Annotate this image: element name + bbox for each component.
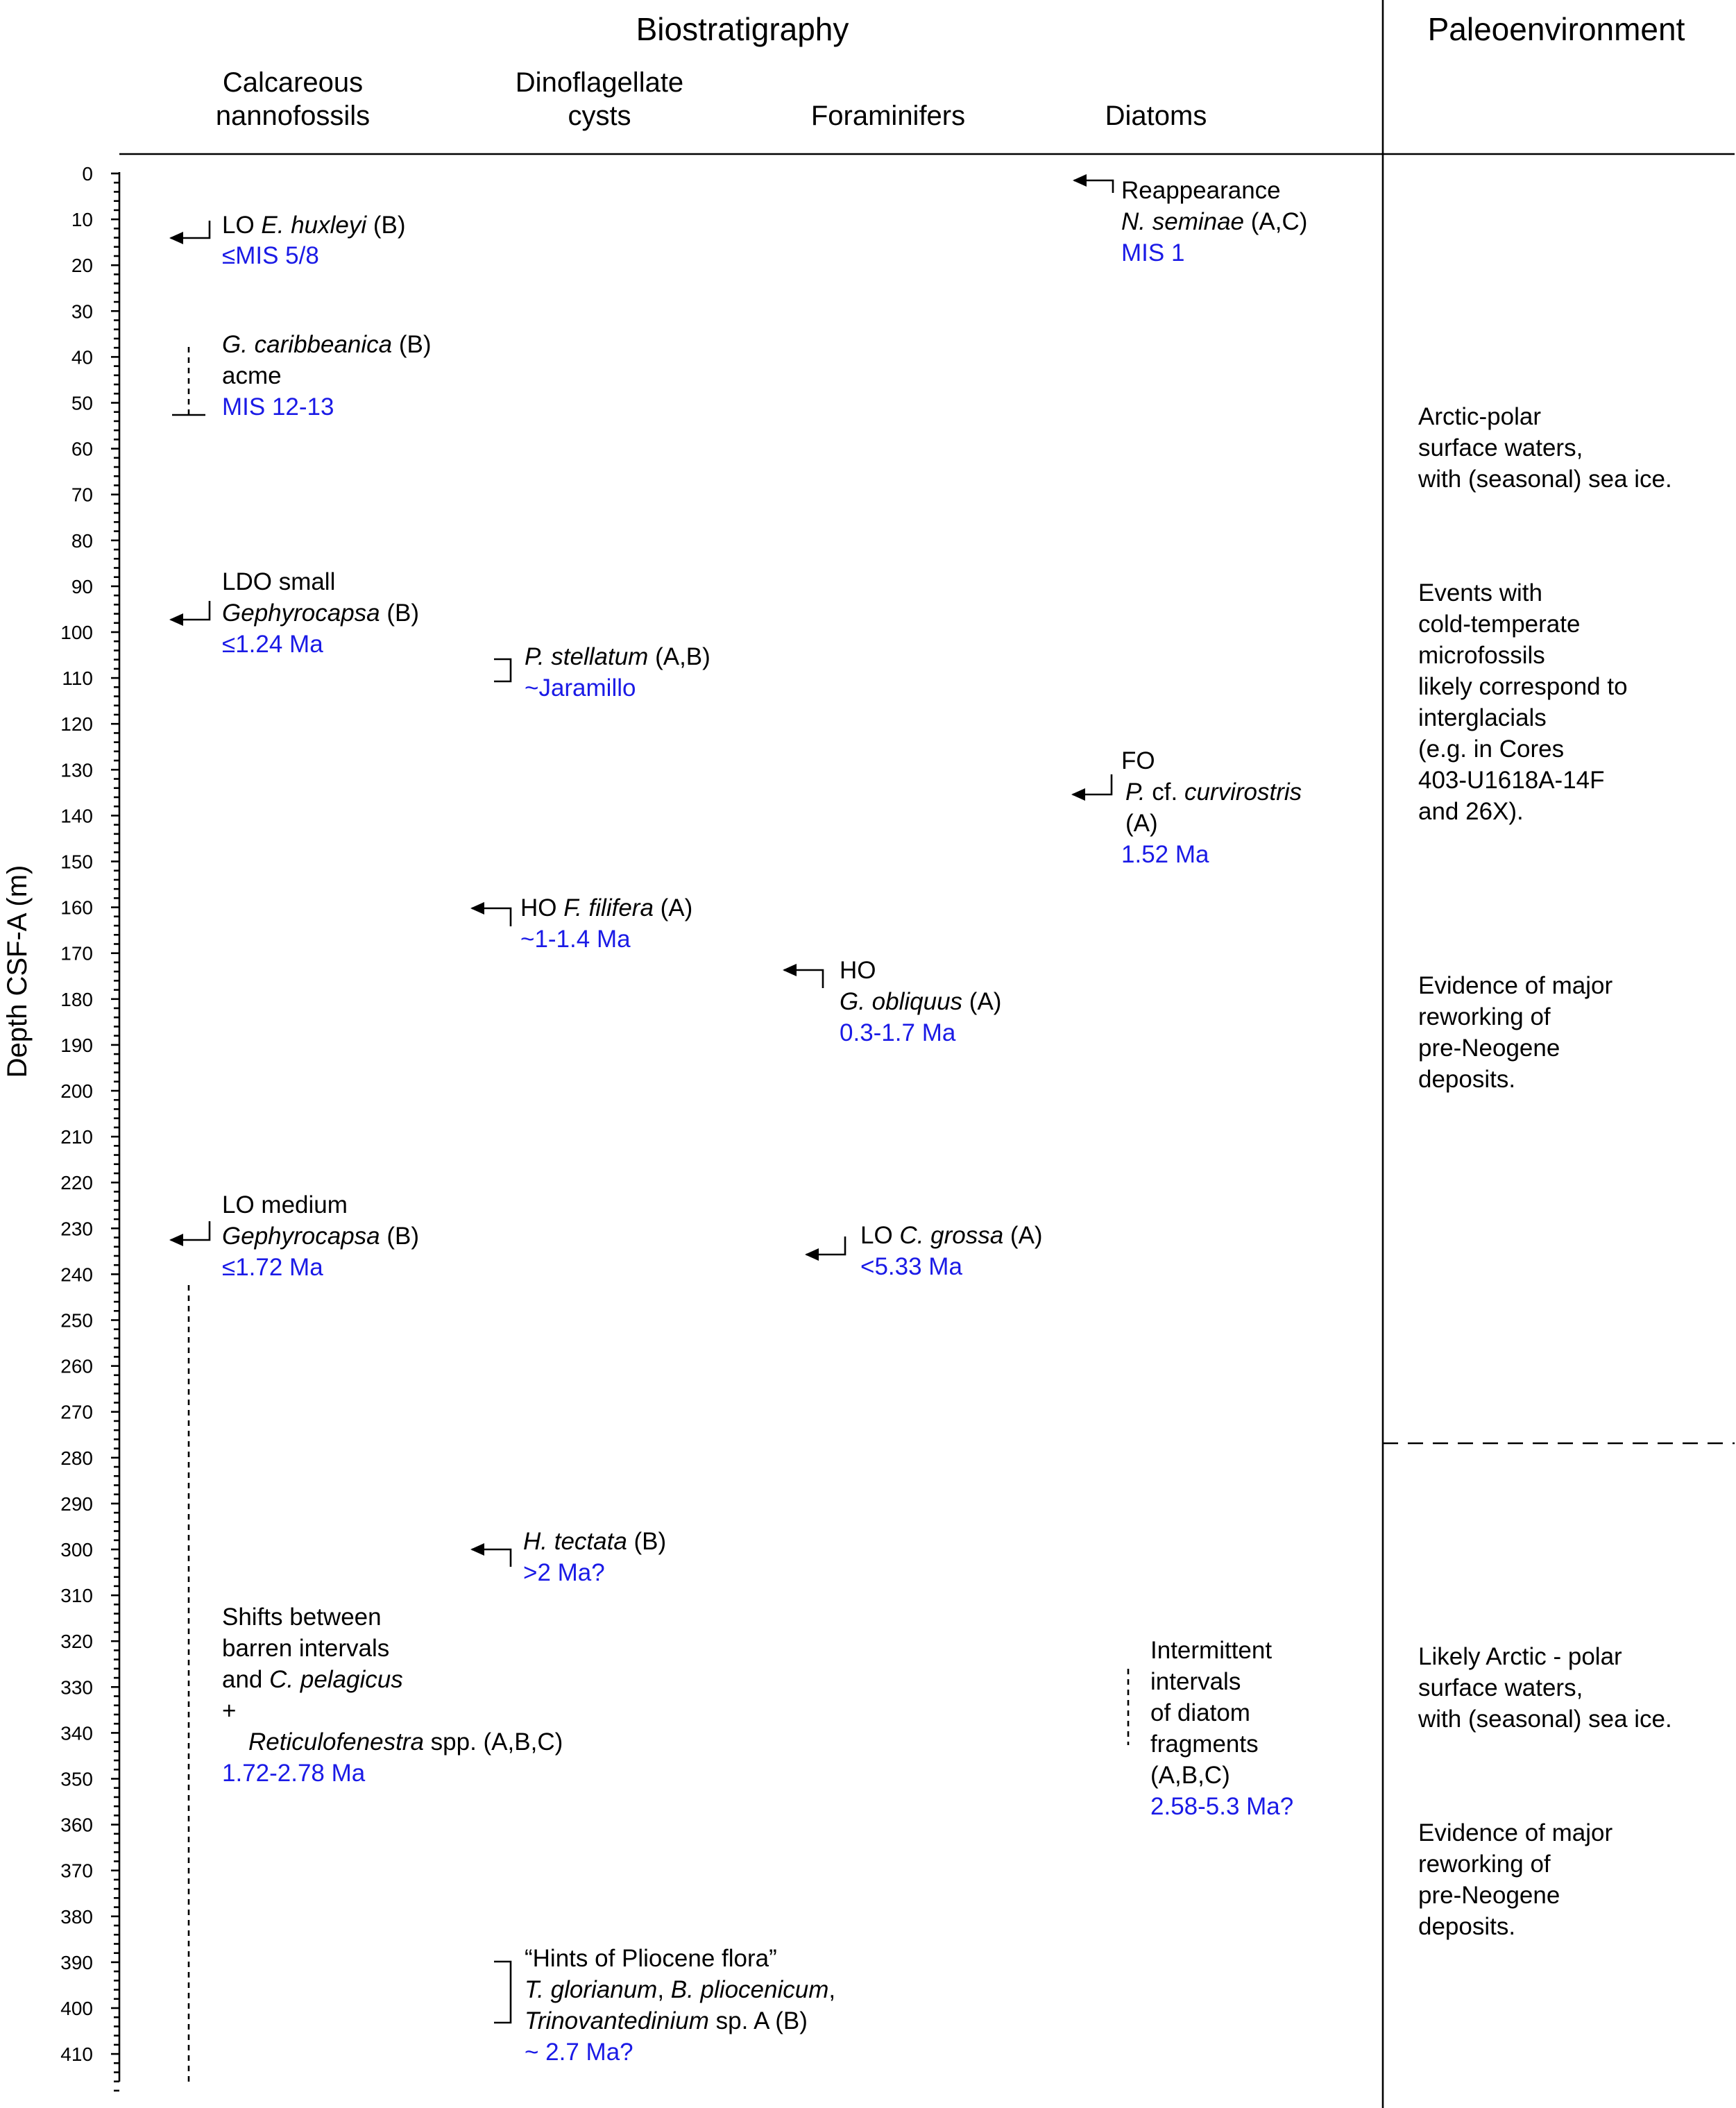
paleo-note-lower2: Evidence of major reworking of pre-Neogene deposits. [1418, 1819, 1613, 1940]
depth-tick-label: 120 [60, 713, 93, 736]
shifts-line1: Shifts between [222, 1604, 382, 1631]
gobl-age: 0.3-1.7 Ma [840, 1019, 956, 1046]
lomed-age: ≤1.72 Ma [222, 1254, 323, 1281]
depth-tick-label: 230 [60, 1218, 93, 1240]
depth-tick-label: 340 [60, 1722, 93, 1744]
cgross-arrowhead [805, 1248, 819, 1261]
nsem-age: MIS 1 [1121, 239, 1185, 266]
depth-tick-label: 250 [60, 1309, 93, 1332]
depth-tick-label: 400 [60, 1998, 93, 2019]
ehux-label: LO E. huxleyi (B) [222, 212, 406, 239]
depth-tick-label: 270 [60, 1401, 93, 1423]
depth-tick-label: 360 [60, 1814, 93, 1836]
depth-tick-label: 350 [60, 1768, 93, 1790]
htect-arrowhead [470, 1543, 484, 1556]
shifts-line2: barren intervals [222, 1635, 390, 1662]
gcarib-label: G. caribbeanica (B) [222, 331, 432, 358]
gobl-line1: HO [840, 957, 876, 984]
plio-line1: “Hints of Pliocene flora” [525, 1945, 777, 1972]
ldo-age: ≤1.24 Ma [222, 631, 323, 658]
depth-tick-label: 20 [71, 255, 93, 277]
depth-tick-label: 320 [60, 1631, 93, 1653]
depth-tick-label: 140 [60, 805, 93, 827]
ldo-line2: Gephyrocapsa (B) [222, 600, 420, 627]
depth-tick-label: 260 [60, 1355, 93, 1377]
pcurv-line1: FO [1121, 747, 1155, 774]
nannofossils-header-line1: Calcareous [222, 67, 364, 98]
cgross-age: <5.33 Ma [860, 1253, 962, 1280]
lomed-arrowhead [169, 1234, 183, 1246]
depth-tick-label: 80 [71, 529, 93, 552]
pcurv-age: 1.52 Ma [1121, 841, 1209, 868]
shifts-line3: and C. pelagicus [222, 1666, 403, 1693]
depth-tick-label: 370 [60, 1860, 93, 1882]
biostratigraphy-header: Biostratigraphy [636, 11, 849, 47]
ffil-label: HO F. filifera (A) [520, 894, 693, 921]
depth-tick-label: 100 [60, 622, 93, 643]
shifts-line5: Reticulofenestra spp. (A,B,C) [248, 1728, 563, 1756]
htect-age: >2 Ma? [523, 1559, 605, 1586]
depth-tick-label: 390 [60, 1951, 93, 1973]
pcurv-line2: P. cf. curvirostris [1125, 779, 1302, 806]
foraminifers-header: Foraminifers [810, 101, 966, 131]
ffil-age: ~1-1.4 Ma [520, 926, 631, 953]
paleo-note-lower1: Likely Arctic - polar surface waters, with (seasonal) sea ice. [1418, 1643, 1672, 1733]
depth-tick-label: 380 [60, 1905, 93, 1928]
paleo-note-upper1: Arctic-polar surface waters, with (seasonal) sea ice. [1418, 403, 1672, 493]
cgross-label: LO C. grossa (A) [860, 1222, 1043, 1249]
nsem-line2: N. seminae (A,C) [1121, 208, 1308, 235]
depth-tick-label: 0 [82, 163, 93, 185]
ehux-age: ≤MIS 5/8 [222, 242, 319, 269]
nsem-arrowhead [1073, 174, 1087, 187]
depth-tick-label: 160 [60, 896, 93, 919]
ehux-arrowhead [169, 232, 183, 244]
depth-tick-label: 190 [60, 1034, 93, 1056]
depth-tick-label: 110 [62, 668, 93, 690]
htect-label: H. tectata (B) [523, 1528, 667, 1555]
diafrag-line3: of diatom [1150, 1699, 1250, 1726]
pstell-label: P. stellatum (A,B) [525, 643, 710, 670]
depth-tick-label: 210 [60, 1126, 93, 1148]
plio-line3: Trinovantedinium sp. A (B) [525, 2007, 808, 2034]
pstell-age: ~Jaramillo [525, 674, 636, 702]
ldo-line1: LDO small [222, 568, 336, 595]
depth-tick-label: 130 [60, 759, 93, 781]
depth-tick-label: 90 [71, 575, 93, 597]
ldo-arrowhead [169, 613, 183, 626]
diafrag-line4: fragments [1150, 1731, 1259, 1758]
diafrag-line2: intervals [1150, 1668, 1241, 1695]
lomed-line1: LO medium [222, 1191, 348, 1218]
gobl-line2: G. obliquus (A) [840, 988, 1002, 1015]
depth-axis-ticks [60, 163, 119, 2091]
depth-tick-label: 240 [60, 1264, 93, 1286]
depth-tick-label: 290 [60, 1493, 93, 1515]
paleo-note-upper3: Evidence of major reworking of pre-Neogene deposits. [1418, 972, 1613, 1093]
pcurv-line3: (A) [1125, 810, 1158, 837]
depth-tick-label: 300 [60, 1539, 93, 1561]
pcurv-arrowhead [1071, 788, 1085, 801]
diafrag-age: 2.58-5.3 Ma? [1150, 1793, 1294, 1820]
depth-tick-label: 280 [60, 1447, 93, 1469]
diatoms-header: Diatoms [1105, 101, 1207, 131]
depth-tick-label: 410 [60, 2043, 93, 2066]
depth-tick-label: 70 [71, 484, 93, 506]
depth-tick-label: 180 [60, 988, 93, 1010]
diafrag-line1: Intermittent [1150, 1637, 1273, 1664]
depth-tick-label: 150 [60, 851, 93, 873]
lomed-line2: Gephyrocapsa (B) [222, 1223, 420, 1250]
diafrag-line5: (A,B,C) [1150, 1762, 1230, 1789]
gcarib-acme: acme [222, 362, 282, 389]
plio-line2: T. glorianum, B. pliocenicum, [525, 1976, 836, 2003]
paleoenvironment-header: Paleoenvironment [1427, 11, 1685, 47]
dinocysts-header-line2: cysts [568, 101, 631, 131]
dinocysts-header-line1: Dinoflagellate [515, 67, 684, 98]
nannofossils-header-line2: nannofossils [215, 101, 371, 131]
paleoenvironment-notes [1418, 403, 1672, 1940]
paleo-note-upper2: Events with cold-temperate microfossils likely correspond to interglacials (e.g. in Cores 403-U1618A-14F and 26X). [1418, 579, 1628, 825]
depth-tick-label: 60 [71, 438, 93, 460]
plio-age: ~ 2.7 Ma? [525, 2039, 633, 2066]
shifts-line4: + [222, 1697, 237, 1724]
nsem-line1: Reappearance [1121, 177, 1281, 204]
depth-tick-label: 310 [60, 1585, 93, 1607]
depth-tick-label: 50 [71, 392, 93, 414]
depth-tick-label: 40 [71, 346, 93, 368]
plio-bracket [494, 1962, 511, 2023]
shifts-age: 1.72-2.78 Ma [222, 1760, 366, 1787]
depth-tick-label: 170 [60, 942, 93, 964]
depth-tick-label: 220 [60, 1172, 93, 1194]
depth-axis-label: Depth CSF-A (m) [2, 865, 33, 1078]
depth-tick-label: 330 [60, 1676, 93, 1699]
depth-tick-label: 30 [71, 300, 93, 323]
pstell-bracket [494, 659, 511, 681]
ffil-arrowhead [470, 902, 484, 915]
depth-tick-label: 200 [60, 1080, 93, 1102]
depth-tick-label: 10 [71, 209, 93, 231]
gcarib-age: MIS 12-13 [222, 393, 334, 420]
gobl-arrowhead [783, 964, 797, 976]
